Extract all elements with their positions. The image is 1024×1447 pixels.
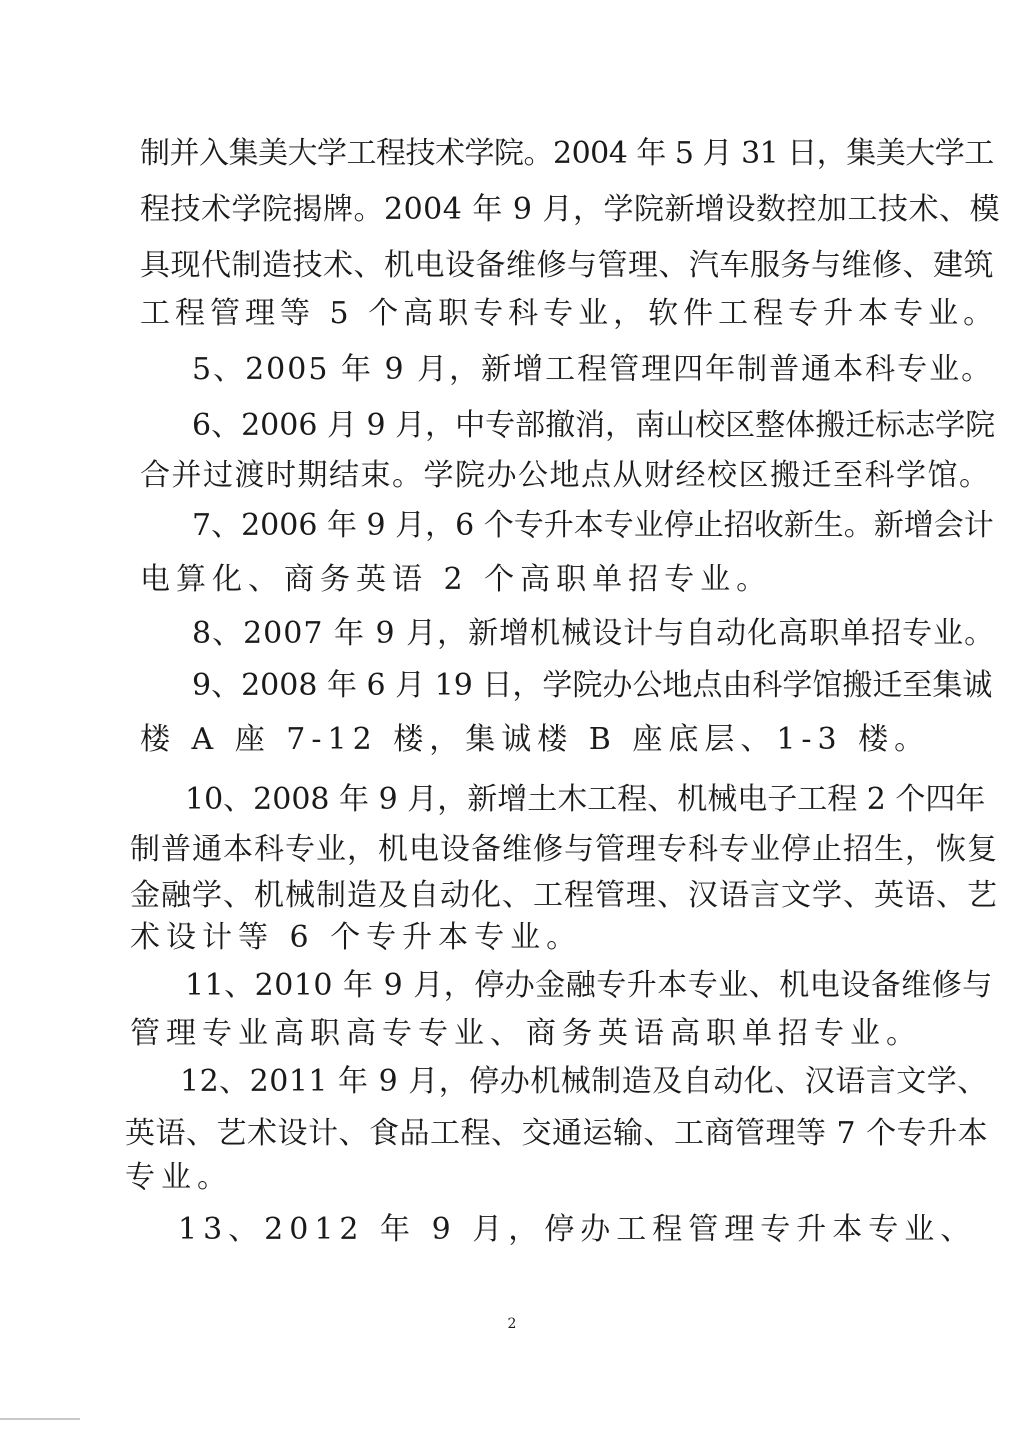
text-line-4: 工程管理等 5 个高职专科专业，软件工程专升本专业。 bbox=[140, 296, 999, 331]
text-line-2: 程技术学院揭牌。2004 年 9 月，学院新增设数控加工技术、模 bbox=[140, 192, 1001, 227]
text-line-6: 6、2006 月 9 月，中专部撤消，南山校区整体搬迁标志学院 bbox=[192, 408, 996, 443]
text-line-19: 12、2011 年 9 月，停办机械制造及自动化、汉语言文学、 bbox=[180, 1064, 988, 1099]
text-line-17: 11、2010 年 9 月，停办金融专升本专业、机电设备维修与 bbox=[185, 968, 993, 1003]
text-line-21: 专业。 bbox=[125, 1160, 233, 1195]
text-line-1: 制并入集美大学工程技术学院。2004 年 5 月 31 日，集美大学工 bbox=[140, 136, 994, 171]
scan-edge-mark bbox=[0, 1418, 80, 1420]
text-line-9: 电算化、商务英语 2 个高职单招专业。 bbox=[140, 562, 773, 597]
text-line-15: 金融学、机械制造及自动化、工程管理、汉语言文学、英语、艺 bbox=[130, 878, 998, 913]
text-line-5: 5、2005 年 9 月，新增工程管理四年制普通本科专业。 bbox=[192, 352, 994, 387]
text-line-22: 13、2012 年 9 月，停办工程管理专升本专业、 bbox=[178, 1212, 977, 1247]
text-line-11: 9、2008 年 6 月 19 日，学院办公地点由科学馆搬迁至集诚 bbox=[192, 668, 993, 703]
text-line-18: 管理专业高职高专专业、商务英语高职单招专业。 bbox=[130, 1016, 922, 1051]
page-number: 2 bbox=[507, 1316, 517, 1332]
text-line-10: 8、2007 年 9 月，新增机械设计与自动化高职单招专业。 bbox=[192, 616, 996, 651]
text-line-12: 楼 A 座 7-12 楼，集诚楼 B 座底层、1-3 楼。 bbox=[140, 722, 931, 757]
text-line-20: 英语、艺术设计、食品工程、交通运输、工商管理等 7 个专升本 bbox=[125, 1116, 989, 1151]
text-line-14: 制普通本科专业，机电设备维修与管理专科专业停止招生，恢复 bbox=[130, 832, 998, 867]
text-line-7: 合并过渡时期结束。学院办公地点从财经校区搬迁至科学馆。 bbox=[140, 458, 991, 493]
text-line-16: 术设计等 6 个专升本专业。 bbox=[130, 920, 583, 955]
text-line-3: 具现代制造技术、机电设备维修与管理、汽车服务与维修、建筑 bbox=[140, 248, 994, 283]
text-line-13: 10、2008 年 9 月，新增土木工程、机械电子工程 2 个四年 bbox=[185, 782, 986, 817]
text-line-8: 7、2006 年 9 月，6 个专升本专业停止招收新生。新增会计 bbox=[192, 508, 994, 543]
